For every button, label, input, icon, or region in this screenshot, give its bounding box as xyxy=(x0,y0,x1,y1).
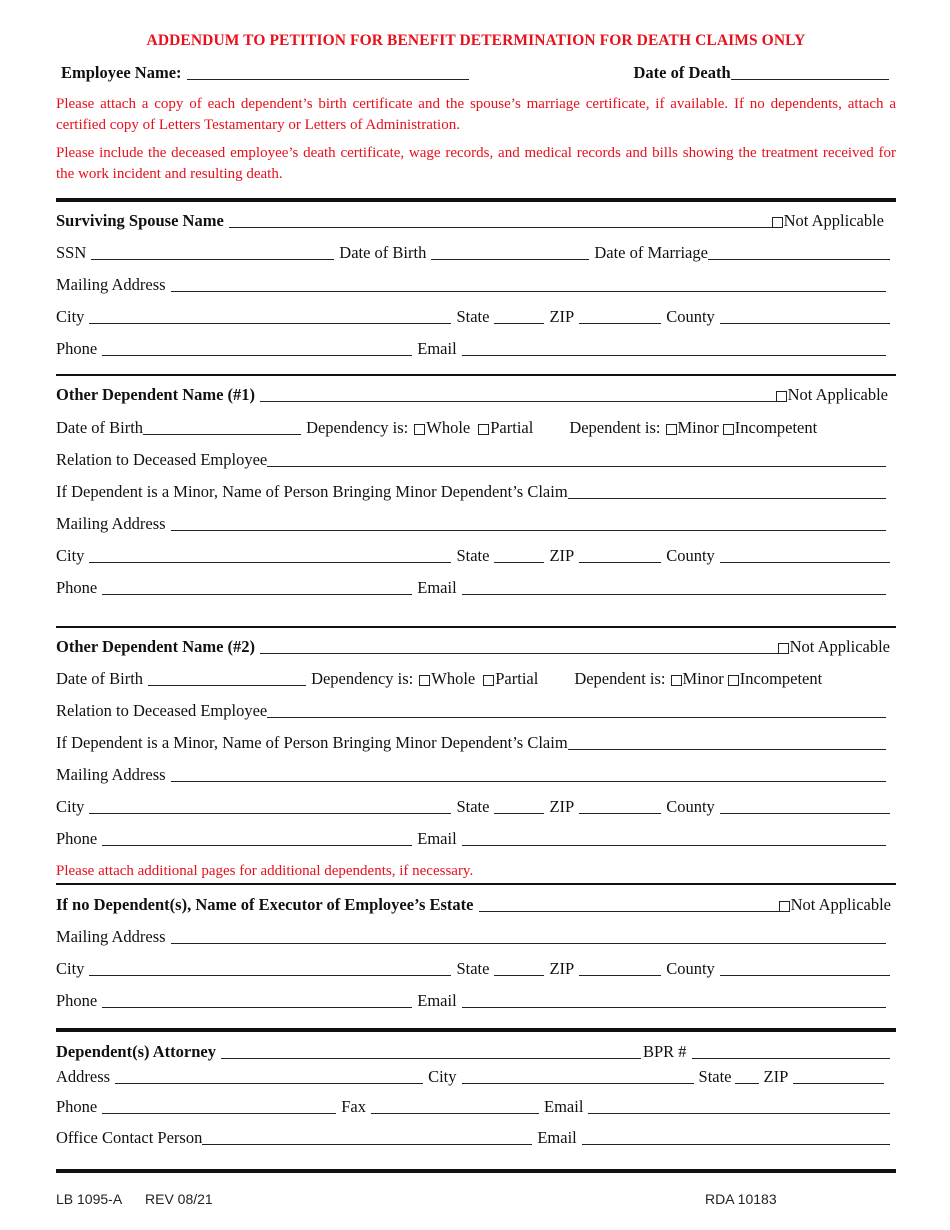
checkbox-icon[interactable] xyxy=(483,675,494,686)
dependent1-name-row xyxy=(56,385,896,405)
not-applicable-label: Not Applicable xyxy=(783,211,884,230)
city-label: City xyxy=(56,546,85,565)
date-of-marriage-field[interactable] xyxy=(708,244,890,260)
section-divider xyxy=(56,1028,896,1032)
executor-name-field[interactable] xyxy=(479,896,779,912)
dependent-incompetent-option[interactable] xyxy=(728,669,822,689)
state-label: State xyxy=(456,797,490,816)
phone-field[interactable] xyxy=(102,579,412,595)
dependent1-dob-row xyxy=(56,418,896,438)
relation-label: Relation to Deceased Employee xyxy=(56,450,268,469)
date-of-marriage-label: Date of Marriage xyxy=(594,243,708,262)
relation-field[interactable] xyxy=(267,702,886,718)
dependent2-not-applicable[interactable] xyxy=(778,637,890,657)
section-divider xyxy=(56,198,896,202)
attorney-name-label: Dependent(s) Attorney xyxy=(56,1042,216,1061)
date-of-death-field[interactable] xyxy=(731,64,889,80)
attorney-contact-row xyxy=(56,1128,896,1148)
checkbox-icon[interactable] xyxy=(478,424,489,435)
mailing-address-label: Mailing Address xyxy=(56,275,166,294)
employee-name-label: Employee Name: xyxy=(61,63,182,82)
state-label: State xyxy=(456,959,490,978)
phone-label: Phone xyxy=(56,991,98,1010)
executor-name-row xyxy=(56,895,896,915)
dependent1-relation-row xyxy=(56,450,896,470)
email-label: Email xyxy=(544,1097,584,1116)
office-contact-label: Office Contact Person xyxy=(56,1128,203,1147)
incompetent-label: Incompetent xyxy=(739,669,823,688)
email-label: Email xyxy=(417,991,457,1010)
county-label: County xyxy=(666,959,715,978)
mailing-address-field[interactable] xyxy=(171,928,886,944)
state-label: State xyxy=(698,1067,732,1086)
city-label: City xyxy=(56,307,85,326)
date-of-birth-field[interactable] xyxy=(148,670,306,686)
county-field[interactable] xyxy=(720,547,890,563)
email-field[interactable] xyxy=(462,830,886,846)
phone-field[interactable] xyxy=(102,1098,336,1114)
state-field[interactable] xyxy=(494,960,544,976)
minor-claim-field[interactable] xyxy=(568,483,886,499)
note-include-records: Please include the deceased employee’s death certificate, wage records, and medical records and bills showing the treatment received for the work incident and resulting death. xyxy=(56,145,896,182)
form-number: LB 1095-A xyxy=(56,1191,123,1207)
phone-field[interactable] xyxy=(102,992,412,1008)
city-field[interactable] xyxy=(462,1068,694,1084)
phone-label: Phone xyxy=(56,339,98,358)
partial-label: Partial xyxy=(495,669,539,688)
rda-number: RDA 10183 xyxy=(705,1191,777,1207)
dependent2-name-label: Other Dependent Name (#2) xyxy=(56,637,256,656)
email-field[interactable] xyxy=(462,340,886,356)
phone-label: Phone xyxy=(56,829,98,848)
mailing-address-field[interactable] xyxy=(171,766,886,782)
county-label: County xyxy=(666,307,715,326)
dependent2-name-row xyxy=(56,637,896,657)
executor-phone-row xyxy=(56,991,896,1011)
dependency-partial-option[interactable] xyxy=(478,418,533,438)
dependent2-relation-row xyxy=(56,701,896,721)
checkbox-icon[interactable] xyxy=(728,675,739,686)
city-label: City xyxy=(428,1067,457,1086)
spouse-city-row xyxy=(56,307,896,327)
section-divider xyxy=(56,883,896,885)
email-label: Email xyxy=(417,829,457,848)
checkbox-icon[interactable] xyxy=(776,391,787,402)
spouse-name-field[interactable] xyxy=(229,212,772,228)
fax-field[interactable] xyxy=(371,1098,539,1114)
ssn-label: SSN xyxy=(56,243,87,262)
spouse-name-row xyxy=(56,211,896,231)
spouse-not-applicable[interactable] xyxy=(772,211,884,231)
phone-label: Phone xyxy=(56,578,98,597)
spouse-address-row xyxy=(56,275,896,295)
checkbox-icon[interactable] xyxy=(778,643,789,654)
whole-label: Whole xyxy=(426,418,471,437)
zip-field[interactable] xyxy=(579,308,661,324)
city-field[interactable] xyxy=(89,308,451,324)
zip-field[interactable] xyxy=(793,1068,884,1084)
date-of-birth-label: Date of Birth xyxy=(56,669,144,688)
dependent2-minor-claim-row xyxy=(56,733,896,753)
dependency-whole-option[interactable] xyxy=(414,418,470,438)
dependent2-phone-row xyxy=(56,829,896,849)
address-label: Address xyxy=(56,1067,111,1086)
minor-claim-label: If Dependent is a Minor, Name of Person Bringing Minor Dependent’s Claim xyxy=(56,482,568,501)
section-divider xyxy=(56,374,896,376)
dependent1-phone-row xyxy=(56,578,896,598)
date-of-birth-label: Date of Birth xyxy=(56,418,144,437)
bpr-field[interactable] xyxy=(692,1043,890,1059)
zip-label: ZIP xyxy=(763,1067,789,1086)
phone-field[interactable] xyxy=(102,830,412,846)
relation-field[interactable] xyxy=(267,451,886,467)
dependent-incompetent-option[interactable] xyxy=(723,418,817,438)
checkbox-icon[interactable] xyxy=(671,675,682,686)
mailing-address-label: Mailing Address xyxy=(56,927,166,946)
office-contact-field[interactable] xyxy=(202,1129,532,1145)
spouse-phone-row xyxy=(56,339,896,359)
checkbox-icon[interactable] xyxy=(723,424,734,435)
city-label: City xyxy=(56,959,85,978)
executor-name-label: If no Dependent(s), Name of Executor of Employee’s Estate xyxy=(56,895,474,914)
fax-label: Fax xyxy=(341,1097,366,1116)
ssn-field[interactable] xyxy=(91,244,334,260)
email-field[interactable] xyxy=(462,579,886,595)
minor-label: Minor xyxy=(682,669,724,688)
address-field[interactable] xyxy=(115,1068,423,1084)
attorney-name-row xyxy=(56,1042,896,1062)
form-revision: REV 08/21 xyxy=(145,1191,213,1207)
phone-field[interactable] xyxy=(102,340,412,356)
dependent-minor-option[interactable] xyxy=(666,418,719,438)
county-field[interactable] xyxy=(720,798,890,814)
employee-name-field[interactable] xyxy=(187,64,469,80)
spouse-ssn-row xyxy=(56,243,896,263)
county-label: County xyxy=(666,546,715,565)
zip-label: ZIP xyxy=(549,307,575,326)
county-field[interactable] xyxy=(720,308,890,324)
city-field[interactable] xyxy=(89,960,451,976)
executor-not-applicable[interactable] xyxy=(779,895,891,915)
section-divider xyxy=(56,1169,896,1173)
state-field[interactable] xyxy=(735,1068,759,1084)
email-field[interactable] xyxy=(462,992,886,1008)
zip-field[interactable] xyxy=(579,547,661,563)
minor-claim-label: If Dependent is a Minor, Name of Person Bringing Minor Dependent’s Claim xyxy=(56,733,568,752)
dependent2-address-row xyxy=(56,765,896,785)
dependent-minor-option[interactable] xyxy=(671,669,724,689)
section-divider xyxy=(56,626,896,628)
dependent2-dob-row xyxy=(56,669,896,689)
date-of-birth-field[interactable] xyxy=(431,244,589,260)
dependent1-name-field[interactable] xyxy=(260,386,776,402)
zip-label: ZIP xyxy=(549,797,575,816)
minor-label: Minor xyxy=(677,418,719,437)
email-label: Email xyxy=(417,339,457,358)
executor-address-row xyxy=(56,927,896,947)
city-field[interactable] xyxy=(89,547,451,563)
dependent1-city-row xyxy=(56,546,896,566)
email-field[interactable] xyxy=(582,1129,890,1145)
state-label: State xyxy=(456,546,490,565)
dependent1-not-applicable[interactable] xyxy=(776,385,888,405)
zip-field[interactable] xyxy=(579,960,661,976)
county-field[interactable] xyxy=(720,960,890,976)
note-attach-certificates: Please attach a copy of each dependent’s birth certificate and the spouse’s marriage certificate, if available. If no dependents, attach a certified copy of Letters Testamentary or Letters of Administration. xyxy=(56,96,896,133)
checkbox-icon[interactable] xyxy=(779,901,790,912)
not-applicable-label: Not Applicable xyxy=(787,385,888,404)
dependency-whole-option[interactable] xyxy=(419,669,475,689)
dependency-is-label: Dependency is: xyxy=(311,669,414,688)
state-field[interactable] xyxy=(494,798,544,814)
executor-city-row xyxy=(56,959,896,979)
city-label: City xyxy=(56,797,85,816)
email-label: Email xyxy=(537,1128,577,1147)
minor-claim-field[interactable] xyxy=(568,734,886,750)
attorney-name-field[interactable] xyxy=(221,1043,641,1059)
date-of-birth-label: Date of Birth xyxy=(339,243,427,262)
employee-header-row xyxy=(56,63,896,83)
whole-label: Whole xyxy=(431,669,476,688)
dependent2-name-field[interactable] xyxy=(260,638,778,654)
dependency-is-label: Dependency is: xyxy=(306,418,409,437)
incompetent-label: Incompetent xyxy=(734,418,818,437)
spouse-name-label: Surviving Spouse Name xyxy=(56,211,224,230)
mailing-address-field[interactable] xyxy=(171,276,886,292)
checkbox-icon[interactable] xyxy=(419,675,430,686)
form-title: ADDENDUM TO PETITION FOR BENEFIT DETERMINATION FOR DEATH CLAIMS ONLY xyxy=(146,32,806,49)
checkbox-icon[interactable] xyxy=(414,424,425,435)
dependency-partial-option[interactable] xyxy=(483,669,538,689)
state-field[interactable] xyxy=(494,308,544,324)
zip-label: ZIP xyxy=(549,546,575,565)
email-field[interactable] xyxy=(588,1098,890,1114)
dependent1-minor-claim-row xyxy=(56,482,896,502)
zip-field[interactable] xyxy=(579,798,661,814)
mailing-address-label: Mailing Address xyxy=(56,514,166,533)
dependent-is-label: Dependent is: xyxy=(574,669,666,688)
email-label: Email xyxy=(417,578,457,597)
checkbox-icon[interactable] xyxy=(772,217,783,228)
note-additional-pages: Please attach additional pages for additional dependents, if necessary. xyxy=(56,863,474,879)
dependent1-address-row xyxy=(56,514,896,534)
mailing-address-field[interactable] xyxy=(171,515,886,531)
zip-label: ZIP xyxy=(549,959,575,978)
attorney-phone-row xyxy=(56,1097,896,1117)
partial-label: Partial xyxy=(490,418,534,437)
not-applicable-label: Not Applicable xyxy=(790,895,891,914)
state-label: State xyxy=(456,307,490,326)
city-field[interactable] xyxy=(89,798,451,814)
dependent-is-label: Dependent is: xyxy=(569,418,661,437)
dependent1-name-label: Other Dependent Name (#1) xyxy=(56,385,256,404)
not-applicable-label: Not Applicable xyxy=(789,637,890,656)
checkbox-icon[interactable] xyxy=(666,424,677,435)
state-field[interactable] xyxy=(494,547,544,563)
phone-label: Phone xyxy=(56,1097,98,1116)
bpr-label: BPR # xyxy=(642,1042,687,1061)
date-of-death-label: Date of Death xyxy=(633,63,731,82)
date-of-birth-field[interactable] xyxy=(143,419,301,435)
mailing-address-label: Mailing Address xyxy=(56,765,166,784)
relation-label: Relation to Deceased Employee xyxy=(56,701,268,720)
county-label: County xyxy=(666,797,715,816)
attorney-address-row xyxy=(56,1067,896,1087)
dependent2-city-row xyxy=(56,797,896,817)
